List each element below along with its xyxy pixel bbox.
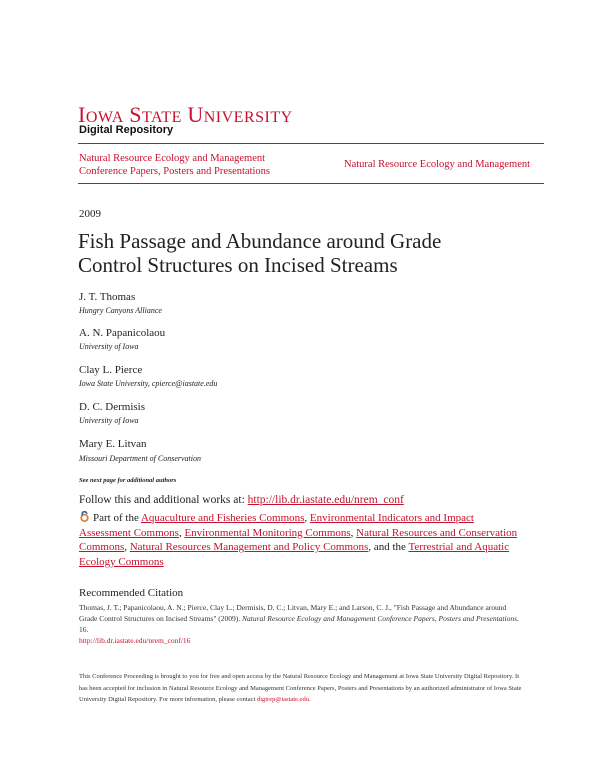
logo-letter: S <box>129 102 143 127</box>
access-end: . <box>308 696 311 703</box>
additional-authors-note: See next page for additional authors <box>79 477 177 484</box>
open-access-icon <box>79 511 90 522</box>
contact-email-link[interactable]: digirep@iastate.edu <box>256 696 309 703</box>
citation-heading: Recommended Citation <box>79 587 184 599</box>
part-of-text: Part of the <box>93 512 141 524</box>
author-name: Clay L. Pierce <box>79 364 143 376</box>
follow-link[interactable]: http://lib.dr.iastate.edu/nrem_conf <box>247 494 404 506</box>
citation-link[interactable]: http://lib.dr.iastate.edu/nrem_conf/16 <box>79 636 191 645</box>
citation-number: . 16. <box>79 614 519 634</box>
logo-letter: I <box>78 102 86 127</box>
author-name: Mary E. Litvan <box>79 438 147 450</box>
logo-subtitle: Digital Repository <box>79 124 174 136</box>
author-affiliation: University of Iowa <box>79 342 139 351</box>
logo-letters: TATE <box>142 109 182 126</box>
collection-line: Natural Resource Ecology and Management <box>79 153 266 164</box>
commons-link[interactable]: Environmental Monitoring Commons <box>184 526 351 539</box>
commons-link[interactable]: Natural Resources Management and Policy Commons <box>129 541 369 553</box>
logo-letter: U <box>187 102 204 127</box>
separator: , <box>178 526 185 539</box>
separator: , and the <box>368 541 409 553</box>
logo-letters: OWA <box>85 109 124 126</box>
separator: , <box>304 512 310 524</box>
citation-text <box>79 602 524 646</box>
collection-line: Conference Papers, Posters and Presentations <box>79 166 270 177</box>
author-name: J. T. Thomas <box>79 291 136 303</box>
collection-link[interactable] <box>79 152 270 178</box>
commons-link[interactable]: Terrestrial and Aquatic Ecology Commons <box>79 541 510 568</box>
access-statement <box>79 671 529 706</box>
citation-series: Natural Resource Ecology and Management Conference Papers, Posters and Presentations <box>242 614 517 623</box>
follow-text: Follow this and additional works at: <box>79 494 248 506</box>
commons-link[interactable]: Aquaculture and Fisheries Commons <box>140 512 305 524</box>
author-affiliation: University of Iowa <box>79 416 139 425</box>
header-divider-top <box>78 143 544 144</box>
access-text: This Conference Proceeding is brought to you for free and open access by the Natural Resource Ecology and Management at Iowa State University Digital Repository. It has been accepted for inclusion in Natural Resource Ecology and Management Conference Papers, Posters and Presentations by an authorized administrator of Iowa State University Digital Repository. For more information, please contact <box>79 673 522 703</box>
author-affiliation: Missouri Department of Conservation <box>79 454 201 463</box>
citation-main: Thomas, J. T.; Papanicolaou, A. N.; Pierce, Clay L.; Dermisis, D. C.; Litvan, Mary E.; and Larson, C. J., "Fish Passage and Abundance around Grade Control Structures on Incised Streams" (2009). <box>79 603 507 623</box>
separator: , <box>124 541 130 553</box>
publication-year: 2009 <box>79 208 101 220</box>
follow-line <box>79 494 404 506</box>
title-line: Control Structures on Incised Streams <box>78 253 398 277</box>
author-affiliation: Hungry Canyons Alliance <box>79 306 162 315</box>
author-affiliation: Iowa State University, cpierce@iastate.edu <box>79 379 218 388</box>
commons-link[interactable]: Environmental Indicators and Impact Assessment Commons <box>79 512 474 539</box>
header-divider-bottom <box>78 183 544 184</box>
separator: , <box>350 526 357 539</box>
author-name: A. N. Papanicolaou <box>79 327 166 339</box>
commons-link[interactable]: Natural Resources and Conservation Commons <box>79 526 518 553</box>
part-of-commons <box>79 511 519 569</box>
department-link[interactable]: Natural Resource Ecology and Management <box>344 159 531 170</box>
author-name: D. C. Dermisis <box>79 401 145 413</box>
title-line: Fish Passage and Abundance around Grade <box>78 229 442 253</box>
logo-letters: NIVERSITY <box>203 109 293 126</box>
paper-title <box>78 229 548 277</box>
